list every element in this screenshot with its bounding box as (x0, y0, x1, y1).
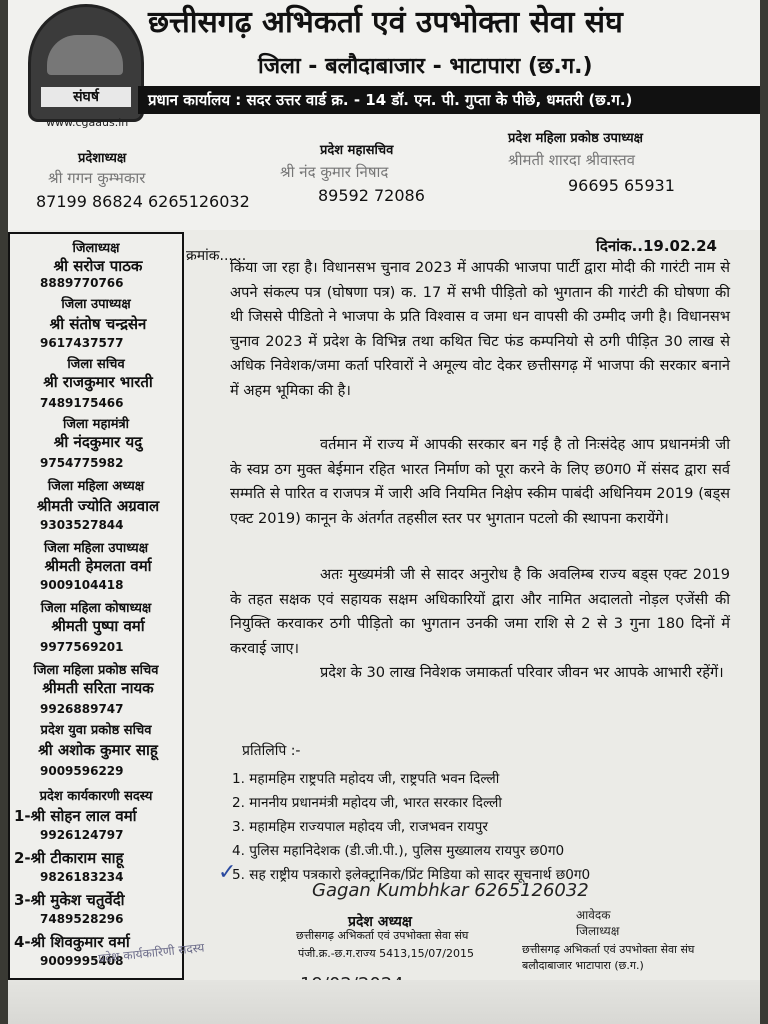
sidebar-name: श्री संतोष चन्द्रसेन (49, 315, 147, 333)
president-signature: Gagan Kumbhkar 6265126032 (312, 880, 589, 901)
head-office-bar: प्रधान कार्यालय : सदर उत्तर वार्ड क्र. - 14 डॉ. एन. पी. गुप्ता के पीछे, धमतरी (छ.ग.) (138, 86, 760, 114)
sidebar-phone: 9926124797 (40, 828, 124, 842)
elephant-emblem-icon (47, 35, 123, 75)
sidebar-phone: 9977569201 (40, 640, 124, 654)
bearer-role-1: प्रदेशाध्यक्ष (78, 151, 127, 166)
paper-bottom-edge (8, 980, 760, 1024)
sidebar-title: प्रदेश युवा प्रकोष्ठ सचिव (40, 723, 152, 738)
sidebar-phone: 9009104418 (40, 578, 124, 592)
applicant-title: जिलाध्यक्ष (576, 924, 620, 938)
sidebar-name: श्री सरोज पाठक (53, 257, 143, 275)
sidebar-title: जिला महिला अध्यक्ष (47, 479, 145, 494)
sidebar-name: श्री अशोक कुमार साहू (38, 741, 158, 759)
district-members-panel (8, 232, 184, 980)
org-name: छत्तीसगढ़ अभिकर्ता एवं उपभोक्ता सेवा संघ (148, 5, 623, 40)
checkmark-icon: ✓ (218, 860, 237, 885)
sidebar-title: जिला सचिव (67, 357, 125, 372)
president-role: प्रदेश अध्यक्ष (348, 914, 412, 930)
sidebar-phone: 9926889747 (40, 702, 124, 716)
sidebar-name: श्रीमती हेमलता वर्मा (44, 557, 152, 575)
paragraph-4: प्रदेश के 30 लाख निवेशक जमाकर्ता परिवार जीवन भर आपके आभारी रहेंगें। (320, 664, 724, 681)
bearer-phone-2: 89592 72086 (318, 186, 425, 205)
logo-ribbon: संघर्ष (41, 87, 131, 107)
district-line: जिला - बलौदाबाजार - भाटापारा (छ.ग.) (258, 54, 593, 79)
paragraph-3: अतः मुख्यमंत्री जी से सादर अनुरोध है कि अवलिम्ब राज्य बड्स एक्ट 2019 के तहत सक्षक एवं सहायक सक्षम अधिकारियों द्वारा और नामित अदालतो नोड़ल एजेंसी की नियुक्ति करवाकर ठगी पीड़ितो का भुगतान उनकी जमा राशि से 2 से 3 गुना 180 दिनों में करवाई जाए। (230, 566, 730, 657)
sidebar-title: जिला महामंत्री (62, 417, 130, 432)
sidebar-name: 3-श्री मुकेश चतुर्वेदी (14, 891, 125, 909)
sidebar-name: श्री नंदकुमार यदु (53, 433, 143, 451)
applicant-place: बलौदाबाजार भाटापारा (छ.ग.) (522, 959, 644, 972)
sidebar-name: श्री राजकुमार भारती (43, 373, 153, 391)
sidebar-title: जिला उपाध्यक्ष (61, 297, 131, 312)
paragraph-1: किया जा रहा है। विधानसभ चुनाव 2023 में आपकी भाजपा पार्टी द्वारा मोदी की गारंटी नाम से अपने संकल्प पत्र (घोषणा पत्र) क. 17 में सभी पीड़ितो को भुगतान की गारंटी की घोषणा की थी जिससे पीडितो ने भाजपा के प्रति विश्वास व जमा धन वापसी की उम्मीद जगी है। विधानसभ चुनाव 2023 में प्रदेश के विभिन्न तथा कथित चिट फंड कम्पनियो से ठगी पीड़ित 30 लाख से अधिक निवेशक/जमा कर्ता परिवारों ने अमूल्य वोट देकर छत्तीसगढ़ में भाजपा की सरकार बनाने में अहम भूमिका की है। (230, 259, 730, 399)
member-stamp: प्रदेश कार्यकारिणी सदस्य (97, 940, 206, 966)
sidebar-name: श्रीमती ज्योति अग्रवाल (36, 497, 160, 515)
bearer-phone-3: 96695 65931 (568, 176, 675, 195)
bearer-phone-1: 87199 86824 6265126032 (36, 192, 250, 211)
sidebar-title: जिला महिला उपाध्यक्ष (43, 541, 149, 556)
sidebar-name: श्रीमती पुष्पा वर्मा (51, 617, 145, 635)
sidebar-phone: 9303527844 (40, 518, 124, 532)
sidebar-phone: 9009995408 (40, 954, 124, 968)
bearer-name-3: श्रीमती शारदा श्रीवास्तव (508, 151, 635, 169)
sidebar-phone: 9617437577 (40, 336, 124, 350)
bearer-name-1: श्री गगन कुम्भकार (48, 169, 146, 187)
sidebar-title: जिलाध्यक्ष (72, 241, 120, 256)
copy-to-item: 5. सह राष्ट्रीय पत्रकारो इलेक्ट्रानिक/प्रिंट मिडिया को सादर सूचनार्थ छ0ग0 (232, 867, 591, 883)
org-logo (28, 4, 144, 122)
letter-date: दिनांक..19.02.24 (596, 237, 717, 255)
sidebar-name: 2-श्री टीकाराम साहू (14, 849, 124, 867)
sidebar-phone: 7489175466 (40, 396, 124, 410)
bearer-name-2: श्री नंद कुमार निषाद (280, 163, 389, 181)
sidebar-name: 4-श्री शिवकुमार वर्मा (14, 933, 130, 951)
sidebar-name: श्रीमती सरिता नायक (42, 679, 154, 697)
applicant-org: छत्तीसगढ़ अभिकर्ता एवं उपभोक्ता सेवा संघ (522, 943, 695, 956)
copy-to-heading: प्रतिलिपि :- (242, 743, 301, 759)
sidebar-phone: 7489528296 (40, 912, 124, 926)
bearer-role-3: प्रदेश महिला प्रकोष्ठ उपाध्यक्ष (508, 131, 643, 146)
letter-paper (8, 0, 760, 1024)
sidebar-title: जिला महिला कोषाध्यक्ष (40, 601, 152, 616)
sidebar-phone: 9826183234 (40, 870, 124, 884)
reference-number: क्रमांक...... (186, 248, 247, 264)
copy-to-item: 1. महामहिम राष्ट्रपति महोदय जी, राष्ट्रपति भवन दिल्ली (232, 771, 500, 787)
sidebar-name: 1-श्री सोहन लाल वर्मा (14, 807, 137, 825)
website: www.cgaaus.in (46, 116, 129, 129)
sidebar-phone: 9754775982 (40, 456, 124, 470)
copy-to-item: 4. पुलिस महानिदेशक (डी.जी.पी.), पुलिस मुख्यालय रायपुर छ0ग0 (232, 843, 565, 859)
sidebar-title: जिला महिला प्रकोष्ठ सचिव (33, 663, 159, 678)
sidebar-title: प्रदेश कार्यकारणी सदस्य (39, 789, 153, 804)
sidebar-phone: 8889770766 (40, 276, 124, 290)
sidebar-phone: 9009596229 (40, 764, 124, 778)
bearer-role-2: प्रदेश महासचिव (320, 143, 394, 158)
paragraph-2: वर्तमान में राज्य में आपकी सरकार बन गई है तो निःसंदेह आप प्रधानमंत्री जी के स्वप्न ठग मुक्त बेईमान रहित भारत निर्माण को पूरा करने के लिए छ0ग0 में संसद द्वारा सर्व सम्मति से पारित व राजपत्र में जारी अवि नियमित निक्षेप स्कीम पाबंदी अधिनियम 2019 (बड्स एक्ट 2019) कानून के अंतर्गत तहसील स्तर पर भुगतान पटलो की स्थापना करायेंगे। (230, 436, 730, 527)
copy-to-item: 3. महामहिम राज्यपाल महोदय जी, राजभवन रायपुर (232, 819, 488, 835)
applicant-label: आवेदक (576, 908, 611, 922)
copy-to-item: 2. माननीय प्रधानमंत्री महोदय जी, भारत सरकार दिल्ली (232, 795, 502, 811)
registration-number: पंजी.क्र.-छ.ग.राज्य 5413,15/07/2015 (298, 947, 474, 960)
president-org: छत्तीसगढ़ अभिकर्ता एवं उपभोक्ता सेवा संघ (296, 929, 469, 942)
